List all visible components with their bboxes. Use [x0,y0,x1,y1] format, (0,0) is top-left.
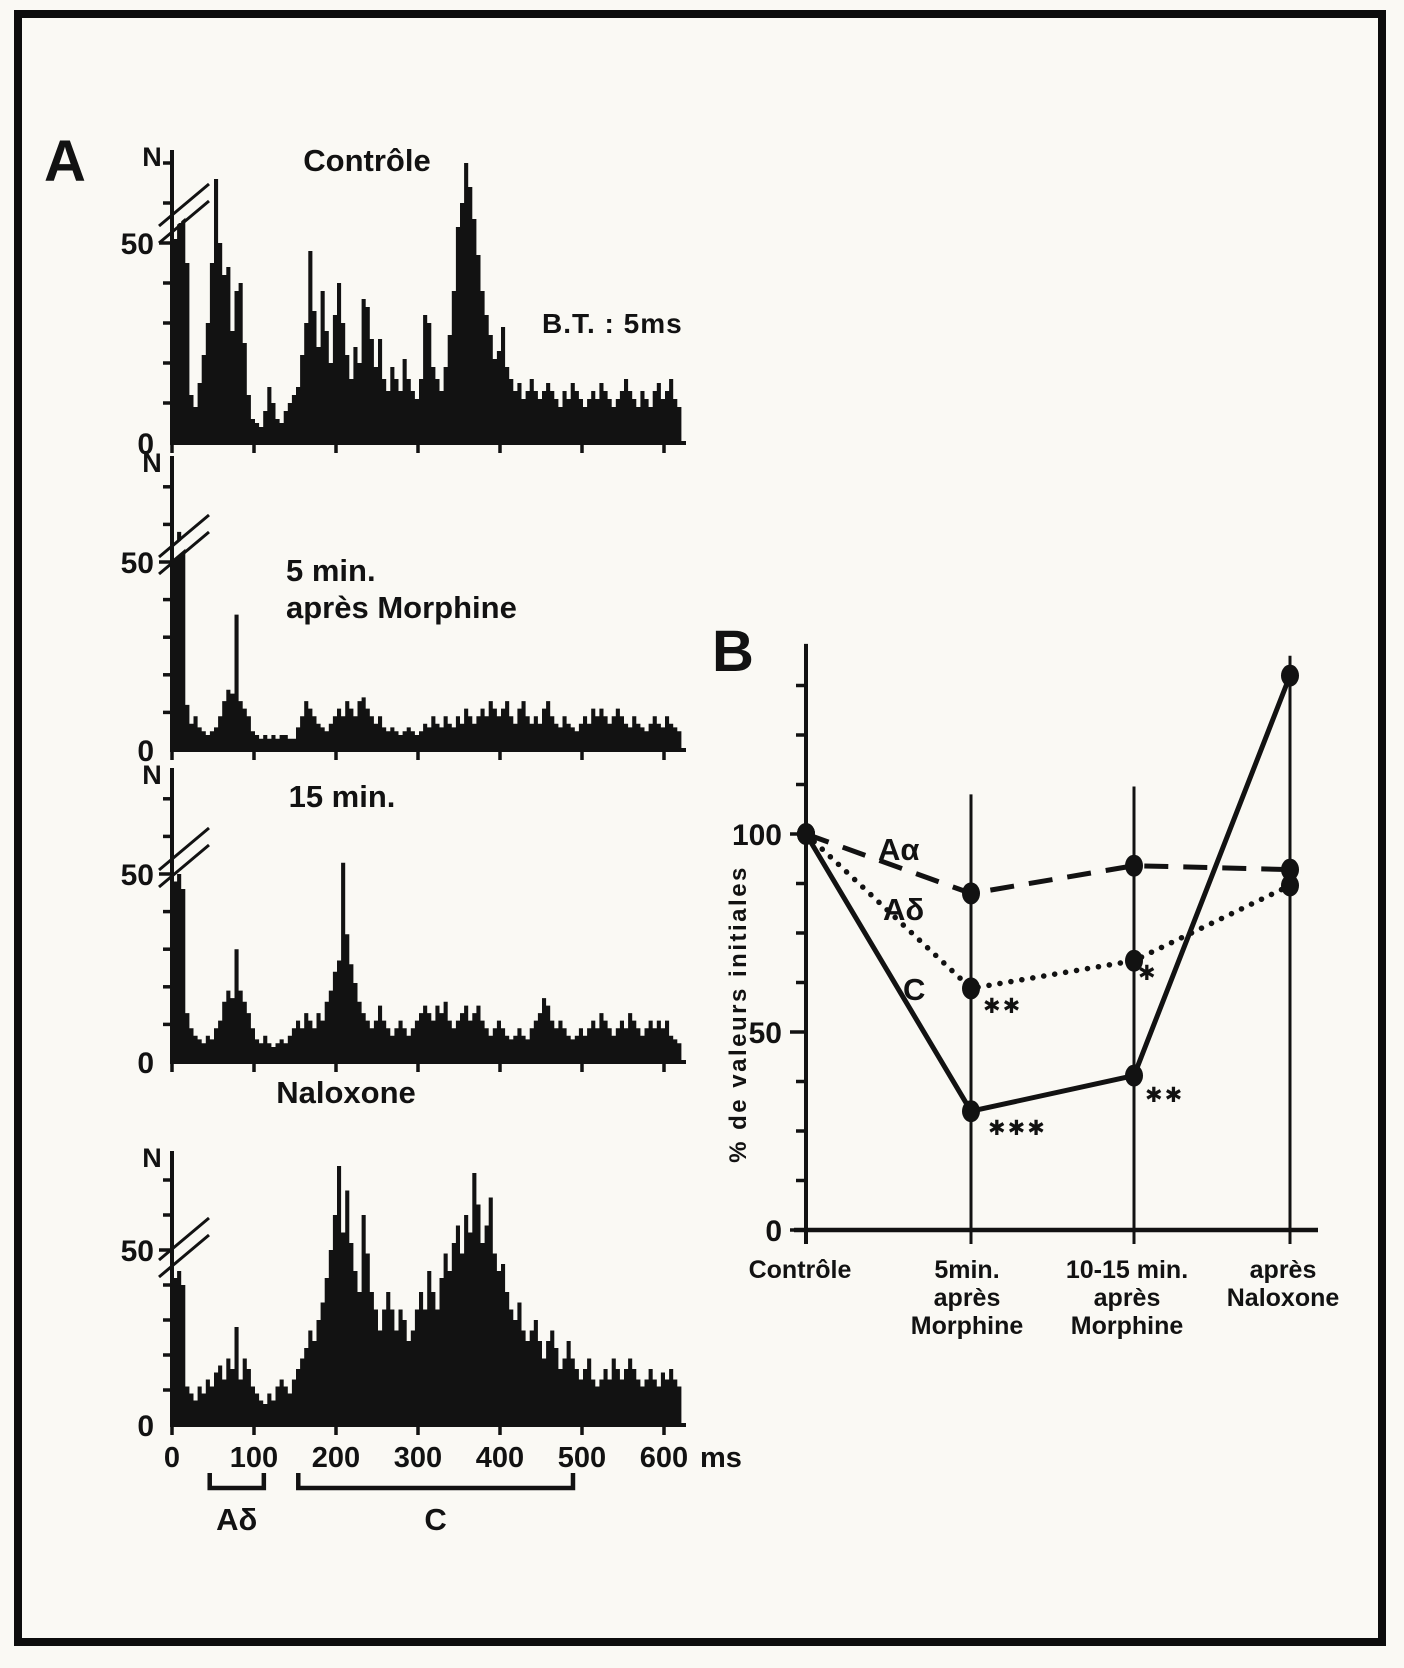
category-label-line: 10-15 min. [1065,1256,1189,1284]
histogram-title-line: après Morphine [286,590,517,625]
histogram-psth-naloxone [121,1143,742,1474]
panel-b-chart [732,644,1318,1248]
axis-break-gap [159,836,209,878]
axis-break-slash [159,1218,209,1260]
y-tick-label-0: 0 [137,1410,154,1443]
category-label-line: Naloxone [1226,1284,1340,1312]
y-tick-label-50: 50 [120,547,154,580]
x-tick-label: 300 [393,1442,443,1474]
x-tick-label: 400 [475,1442,525,1474]
x-tick-label: 0 [163,1442,181,1474]
y-axis-letter: N [142,760,162,790]
histogram-title-psth-5min-morphine [286,552,517,626]
histogram-title-line: Naloxone [276,1075,416,1110]
x-unit-label: ms [700,1442,742,1474]
y-tick-label-50: 50 [120,1235,154,1268]
significance-stars: ✱ [1138,962,1158,985]
axis-break-gap [159,1226,209,1268]
histogram-bars [173,1166,681,1425]
significance-stars: ✱✱✱ [988,1117,1047,1140]
y-axis-letter: N [142,448,162,478]
y-tick-label-0: 0 [765,1215,782,1248]
category-label-line: après [1093,1284,1161,1312]
data-point-C [1281,665,1299,687]
y-axis-letter: N [142,1143,162,1173]
category-label-line: Morphine [910,1312,1024,1340]
y-tick-label-0: 0 [137,1047,154,1080]
histogram-title-line: 15 min. [288,779,396,814]
data-point-Aα [962,882,980,904]
category-label-line: Morphine [1070,1312,1184,1340]
data-point-Aδ [1281,875,1299,897]
histogram-bars [173,863,681,1062]
data-point-C [962,1100,980,1122]
y-tick-label-100: 100 [731,819,782,852]
y-tick-label-50: 50 [748,1017,782,1050]
category-label-line: Contrôle [748,1256,852,1284]
histogram-psth-controle [121,142,686,461]
x-tick-label: 500 [557,1442,607,1474]
category-label-line: après [1249,1256,1317,1284]
data-point-Aα [1125,855,1143,877]
data-point-C [797,823,815,845]
y-axis-letter: N [142,142,162,172]
histogram-bars [173,163,681,443]
panel-b-letter: B [712,619,755,684]
histogram-title-line: Contrôle [303,143,431,178]
fibre-brackets [210,1473,573,1537]
series-label-Aδ: Aδ [883,892,925,927]
category-label-line: 5min. [934,1256,1000,1284]
histogram-title-line: 5 min. [286,553,376,588]
x-tick-label: 100 [229,1442,279,1474]
y-tick-label-50: 50 [120,228,154,261]
x-tick-label: 200 [311,1442,361,1474]
series-label-Aα: Aα [878,832,920,867]
bracket-C [298,1473,573,1488]
panel-b-y-axis-label: % de valeurs initiales [725,865,752,1163]
series-label-C: C [903,972,926,1007]
histogram-title-psth-naloxone [186,1074,506,1111]
histogram-title-psth-15min [182,778,502,815]
panel-a-letter: A [44,129,87,194]
y-tick-label-0: 0 [137,428,154,461]
bracket-label-C: C [424,1502,447,1537]
data-point-C [1125,1065,1143,1087]
significance-stars: ✱✱ [983,995,1023,1018]
significance-stars: ✱✱ [1145,1084,1185,1107]
y-tick-label-0: 0 [137,735,154,768]
data-point-Aδ [962,977,980,999]
x-tick-label: 600 [639,1442,689,1474]
category-label-line: après [933,1284,1001,1312]
histogram-title-psth-controle [207,142,527,179]
y-tick-label-50: 50 [120,859,154,892]
bracket-label-Aδ: Aδ [216,1502,258,1537]
bracket-Aδ [210,1473,264,1488]
axis-break-slash [159,828,209,870]
bin-time-note: B.T. : 5ms [542,308,683,339]
category-label-0 [705,1256,895,1284]
series-line-C [806,676,1290,1112]
category-label-3 [1188,1256,1378,1312]
